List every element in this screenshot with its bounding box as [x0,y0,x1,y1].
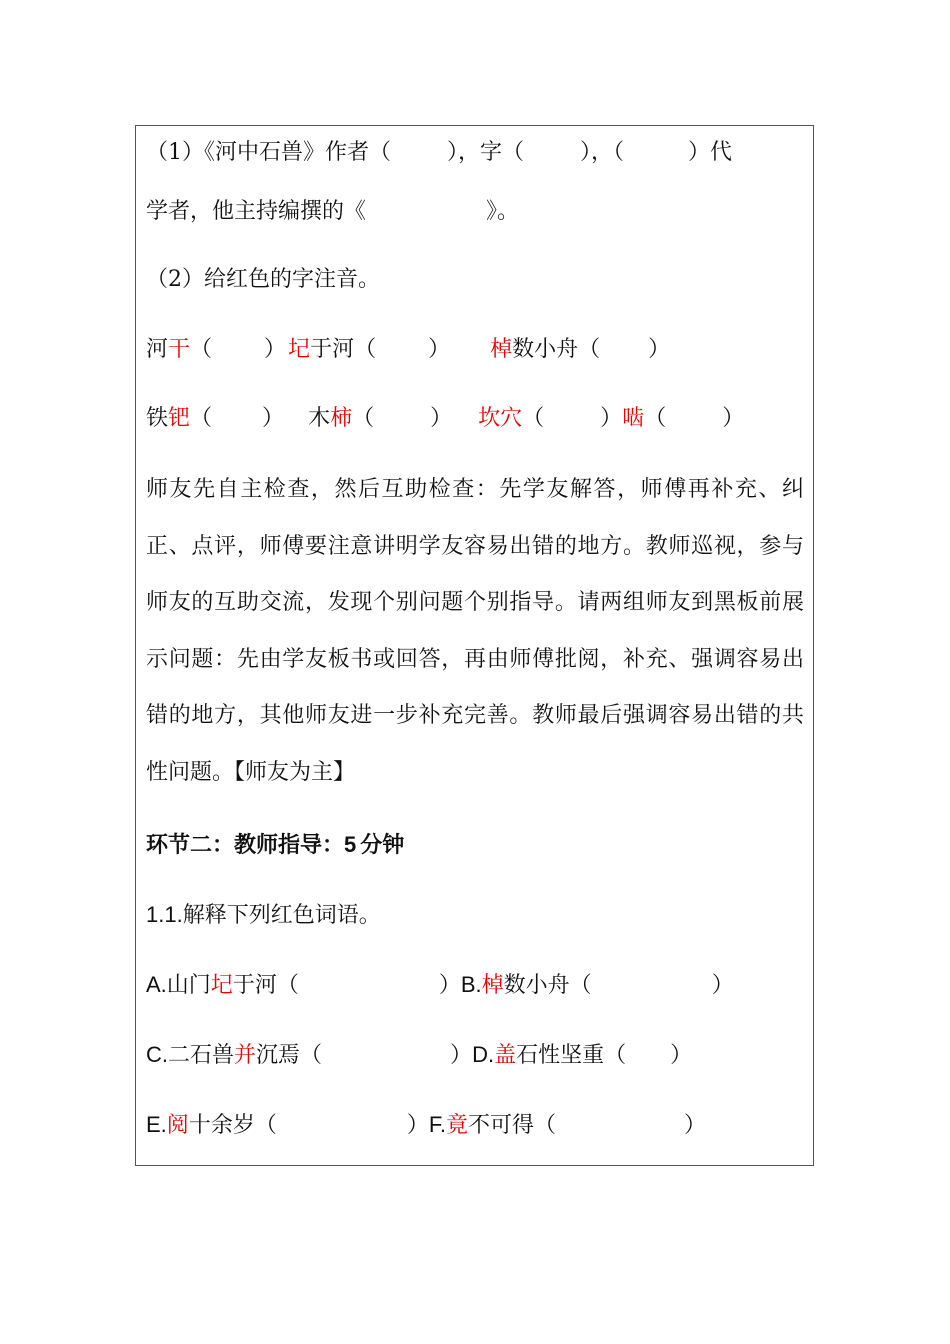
pinyin-row-1 [146,335,803,365]
pinyin-item: 坎穴（ ） [478,406,623,431]
definition-row-ab [146,970,803,1001]
definition-item-f: F.竟不可得（ ） [428,1112,707,1138]
pinyin-item: 啮（ ） [622,406,745,431]
question-1-line-1 [146,138,803,168]
instructions-paragraph: 师友先自主检查，然后互助检查：先学友解答，师傅再补充、纠正、点评，师傅要注意讲明学友容易出错的地方。教师巡视，参与师友的互助交流，发现个别问题个别指导。请两组师友到黑板前展示问题：先由学友板书或回答，再由师傅批阅，补充、强调容易出错的地方，其他师友进一步补充完善。教师最后强调容易出错的共性问题。【师友为主】 [146,477,804,785]
pinyin-item: 圮于河（ ） [288,337,451,362]
pinyin-row-2 [146,404,803,434]
q1-text-author: （1）《河中石兽》作者（ [146,140,391,165]
section-2-heading: 环节二：教师指导：5 分钟 [146,832,405,858]
q1-text-courtesy: ），字（ [447,140,525,165]
content-table-cell [135,125,814,1166]
q1-text-work: 学者，他主持编撰的《 [146,199,367,224]
definition-item-a: A.山门圮于河（ ） [146,972,461,998]
definition-item-b: B.棹数小舟（ ） [460,972,734,998]
question-2-title: （2）给红色的字注音。 [146,267,380,292]
pinyin-item: 棹数小舟（ ） [490,337,671,362]
pinyin-item: 河干（ ） [146,337,287,362]
q1-text-dynasty: ），（ [580,140,625,165]
q1-text-end: ）代 [688,140,733,165]
definition-item-d: D.盖石性坚重（ ） [472,1042,693,1068]
definition-item-c: C.二石兽并沉焉（ ） [146,1042,473,1068]
definition-row-cd [146,1040,803,1071]
definition-item-e: E.阅十余岁（ ） [146,1112,429,1138]
q1-text-close: 》。 [486,199,520,224]
question-3-title: 1.1.解释下列红色词语。 [146,902,381,928]
pinyin-item: 木柿（ ） [308,406,453,431]
pinyin-item: 铁钯（ ） [146,406,285,431]
definition-row-ef [146,1110,803,1141]
question-1-line-2 [146,197,803,227]
